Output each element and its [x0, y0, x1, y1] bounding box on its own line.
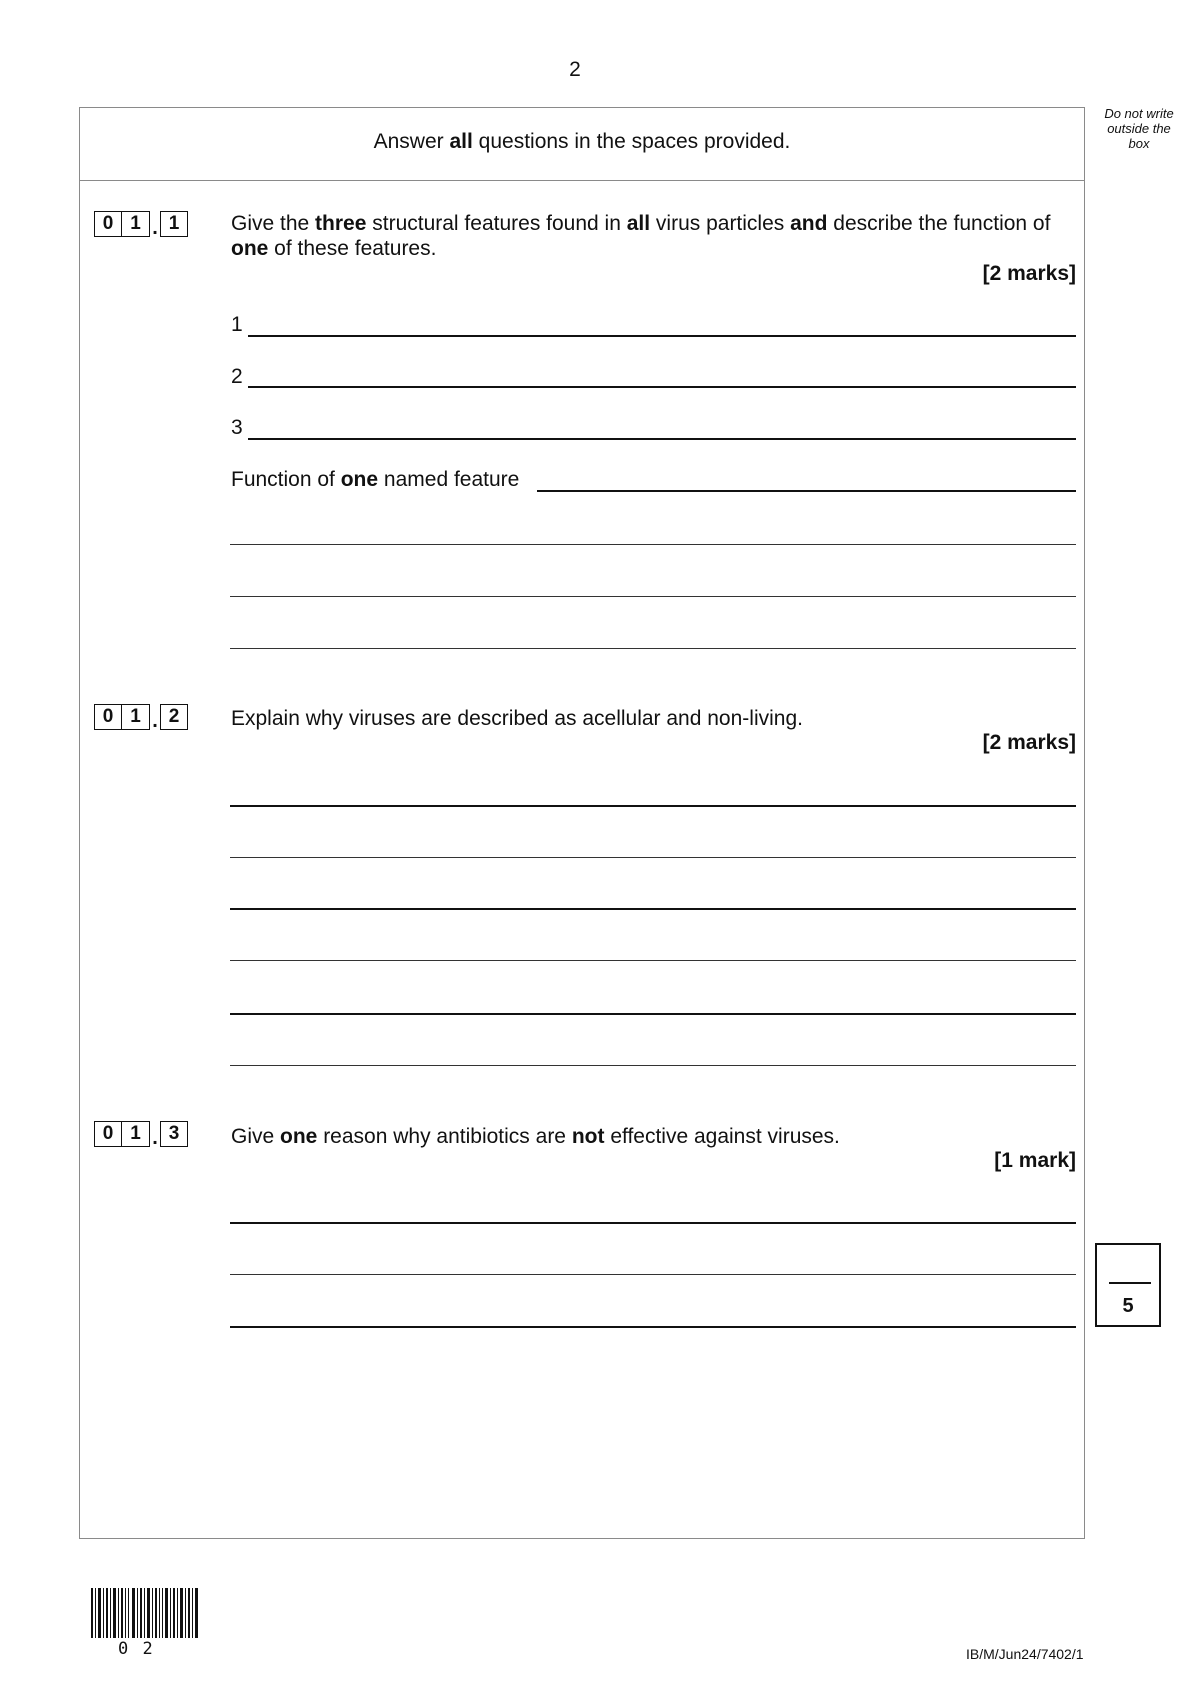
- answer-line[interactable]: [230, 1326, 1076, 1328]
- page-code: 0 2: [118, 1639, 155, 1659]
- answer-box-border: [79, 107, 1085, 1539]
- question-digit: 0: [94, 704, 122, 730]
- question-digit: 0: [94, 211, 122, 237]
- question-digit: 0: [94, 1121, 122, 1147]
- answer-line[interactable]: [248, 386, 1076, 388]
- question-digit: 1: [122, 704, 150, 730]
- question-number-01-3: 0 1 . 3: [94, 1119, 188, 1147]
- answer-line-label-3: 3: [231, 416, 243, 439]
- answer-line-label-1: 1: [231, 313, 243, 336]
- question-01-1-marks: [2 marks]: [982, 262, 1076, 285]
- answer-line[interactable]: [230, 805, 1076, 807]
- answer-line[interactable]: [230, 1065, 1076, 1066]
- answer-line[interactable]: [230, 1013, 1076, 1015]
- page-total-box: [1095, 1243, 1161, 1327]
- question-part-digit: 3: [160, 1121, 188, 1147]
- question-part-digit: 2: [160, 704, 188, 730]
- answer-line[interactable]: [537, 490, 1076, 492]
- footer-reference: IB/M/Jun24/7402/1: [966, 1646, 1084, 1662]
- answer-line[interactable]: [248, 438, 1076, 440]
- intro-divider: [79, 180, 1085, 181]
- question-number-01-1: 0 1 . 1: [94, 209, 188, 237]
- answer-line[interactable]: [230, 648, 1076, 649]
- question-digit: 1: [122, 1121, 150, 1147]
- answer-line[interactable]: [230, 857, 1076, 858]
- answer-line[interactable]: [230, 596, 1076, 597]
- question-number-01-2: 0 1 . 2: [94, 702, 188, 730]
- total-rule: [1109, 1282, 1151, 1284]
- page-number: 2: [569, 58, 581, 81]
- answer-line[interactable]: [230, 960, 1076, 961]
- answer-line[interactable]: [248, 335, 1076, 337]
- answer-line[interactable]: [230, 908, 1076, 910]
- question-01-2-marks: [2 marks]: [982, 731, 1076, 754]
- question-01-1-text: Give the three structural features found in all virus particles and describe the function of one of these features.: [231, 212, 1051, 260]
- question-01-2-text: Explain why viruses are described as acellular and non-living.: [231, 707, 803, 730]
- question-01-3-text: Give one reason why antibiotics are not effective against viruses.: [231, 1125, 840, 1148]
- intro-instruction: Answer all questions in the spaces provided.: [373, 130, 791, 153]
- answer-line-label-2: 2: [231, 365, 243, 388]
- answer-line[interactable]: [230, 544, 1076, 545]
- question-01-3-marks: [1 mark]: [994, 1149, 1076, 1172]
- margin-note: Do not write outside the box: [1104, 106, 1174, 151]
- barcode: [91, 1588, 199, 1638]
- answer-line[interactable]: [230, 1222, 1076, 1224]
- function-label: Function of one named feature: [231, 468, 520, 491]
- question-part-digit: 1: [160, 211, 188, 237]
- answer-line[interactable]: [230, 1274, 1076, 1275]
- question-digit: 1: [122, 211, 150, 237]
- page-total-marks: 5: [1122, 1295, 1134, 1317]
